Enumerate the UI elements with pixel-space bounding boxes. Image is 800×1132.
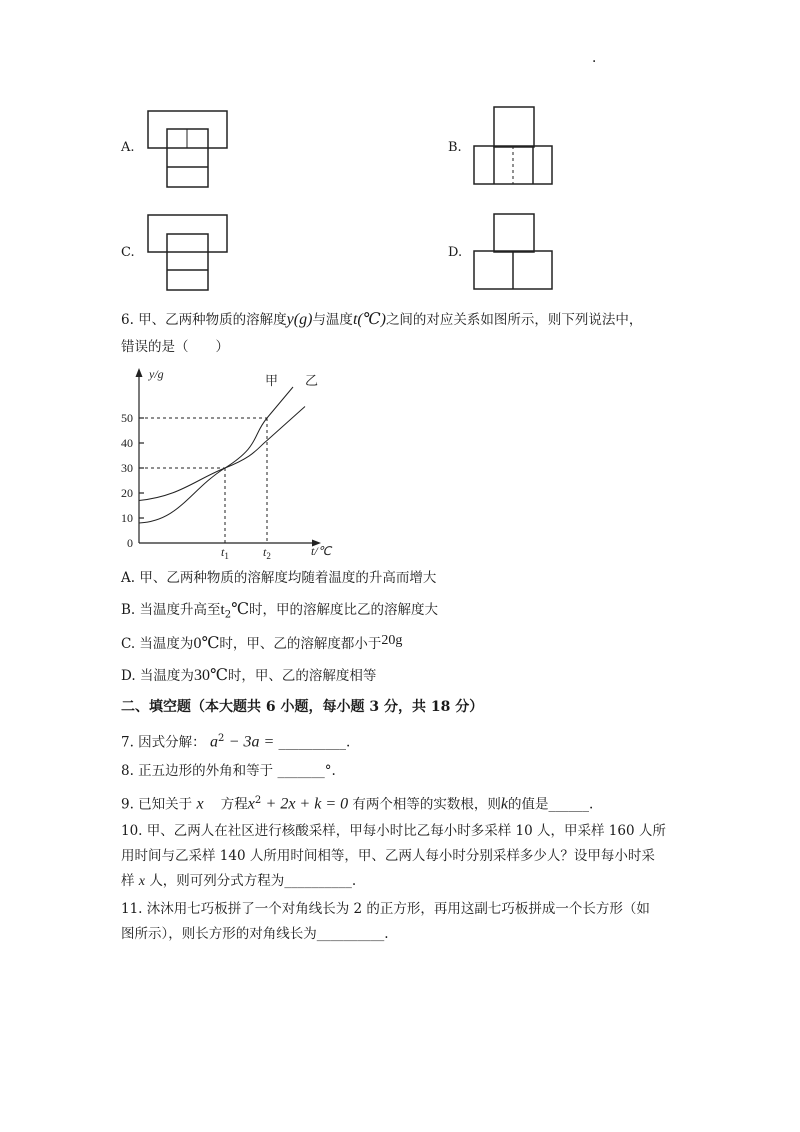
section-2-heading: 二、填空题（本大题共 6 小题，每小题 3 分，共 18 分） <box>121 699 484 715</box>
legend-label-jia: 甲 <box>265 374 279 389</box>
q9-mid: 方程 <box>220 796 248 813</box>
q6-option-d-val: 30℃ <box>193 667 228 684</box>
q11-line2 <box>121 924 389 944</box>
q6-option-d-part2: 时，甲、乙的溶解度相等 <box>227 668 377 684</box>
q10-line1: 10. 甲、乙两人在社区进行核酸采样，甲每小时比乙每小时多采样 10 人，甲采样 160 人所 <box>121 823 666 839</box>
option-b-label: B. <box>448 140 462 155</box>
option-a-label: A. <box>121 140 135 155</box>
q9-eq-2: + 2x + k = 0 <box>265 795 349 813</box>
q6-option-b-sub: 2 <box>224 609 232 621</box>
x-axis-label: t/℃ <box>311 544 332 558</box>
q7 <box>121 729 350 753</box>
q6-option-b-part2: 时，甲的溶解度比乙的溶解度大 <box>248 602 438 618</box>
y-tick-label: 30 <box>121 461 133 475</box>
figure-option-b <box>473 106 555 188</box>
figure-option-c <box>145 214 235 294</box>
q7-prefix: 7. 因式分解： <box>121 734 206 751</box>
q9-end: . <box>589 796 594 813</box>
q9-eq-1: x <box>247 795 255 813</box>
q6-option-c-val: 0℃ <box>193 635 220 652</box>
q9-rest: 有两个相等的实数根，则 <box>352 796 501 813</box>
dashed-guides <box>139 418 267 543</box>
q6-stem-part1: 6. 甲、乙两种物质的溶解度 <box>121 312 287 328</box>
option-d-label: D. <box>448 245 463 260</box>
q11-end: . <box>384 926 389 942</box>
q6-stem-line1 <box>121 310 642 330</box>
q9-var: x <box>196 795 204 813</box>
figure-option-d <box>473 213 555 293</box>
y-tick-label: 40 <box>121 436 133 450</box>
q10-var-x: x <box>138 874 146 889</box>
q6-y-expr: y(g) <box>286 311 313 328</box>
q6-option-b-part1: B. 当温度升高至 <box>121 602 221 618</box>
series-jia-line <box>139 387 293 523</box>
q6-option-a: A. 甲、乙两种物质的溶解度均随着温度的升高而增大 <box>121 570 437 586</box>
q6-option-b-unit: ℃ <box>231 601 249 618</box>
q7-blank: __________ <box>278 734 347 751</box>
q6-stem-part2: 与温度 <box>312 312 353 328</box>
q6-option-c-val2: 20g <box>381 633 403 648</box>
x-tick-label-t2: $t_2$ <box>263 545 271 561</box>
q6-stem-line2: 错误的是（ ） <box>121 339 229 355</box>
q9-k: k <box>500 795 509 813</box>
curves <box>139 387 305 523</box>
y-tick-label: 20 <box>121 486 133 500</box>
q8-blank: _______ <box>277 763 325 779</box>
figure-option-a <box>145 110 235 190</box>
q6-option-d <box>121 666 376 686</box>
q9-blank: ______ <box>548 796 590 813</box>
q6-option-d-part1: D. 当温度为 <box>121 668 194 684</box>
y-tick-label: 0 <box>127 536 133 550</box>
q7-expr-a: a <box>209 733 218 751</box>
q9 <box>121 791 593 815</box>
q10-line3-part1: 样 <box>121 873 135 889</box>
y-tick-label: 10 <box>121 511 133 525</box>
q8 <box>121 761 336 781</box>
q10-end: . <box>351 873 357 889</box>
q9-eq-sup: 2 <box>254 795 262 806</box>
legend-label-yi: 乙 <box>305 374 319 389</box>
q9-prefix: 9. 已知关于 <box>121 796 193 813</box>
corner-mark: . <box>592 50 597 66</box>
q10-line3 <box>121 871 356 892</box>
q11-line1: 11. 沐沐用七巧板拼了一个对角线长为 2 的正方形，再用这副七巧板拼成一个长方形（如 <box>121 901 650 917</box>
y-tick-label: 50 <box>121 411 133 425</box>
series-yi-line <box>139 407 305 501</box>
q6-option-c-part2: 时，甲、乙的溶解度都小于 <box>219 636 382 652</box>
x-tick-label-t1: $t_1$ <box>221 545 229 561</box>
option-c-label: C. <box>121 245 135 260</box>
q6-option-c <box>121 634 402 655</box>
q10-blank: __________ <box>284 873 352 889</box>
q9-rest2: 的值是 <box>508 796 549 813</box>
q7-end: . <box>346 734 351 751</box>
q8-end: °. <box>324 763 336 779</box>
y-ticks <box>121 411 144 550</box>
q8-text: 8. 正五边形的外角和等于 <box>121 763 274 779</box>
q10-line3-part2: 人，则可列分式方程为 <box>149 873 285 889</box>
q6-option-b <box>121 600 438 626</box>
x-ticks <box>221 545 271 561</box>
q6-option-b-t: t <box>220 602 225 618</box>
q6-option-c-part1: C. 当温度为 <box>121 636 194 652</box>
y-axis-arrow <box>136 368 143 377</box>
solubility-chart <box>115 365 345 560</box>
q7-expr-rest: − 3a = <box>228 733 275 751</box>
q11-blank: __________ <box>316 926 385 942</box>
q11-line2-text: 图所示），则长方形的对角线长为 <box>121 926 317 942</box>
q7-expr-sup: 2 <box>217 733 225 744</box>
q6-t-expr: t(℃) <box>352 311 386 328</box>
q10-line2: 用时间与乙采样 140 人所用时间相等，甲、乙两人每小时分别采样多少人？设甲每小时采 <box>121 848 655 864</box>
q6-stem-part3: 之间的对应关系如图所示，则下列说法中， <box>385 312 643 328</box>
y-axis-label: y/g <box>149 367 164 381</box>
